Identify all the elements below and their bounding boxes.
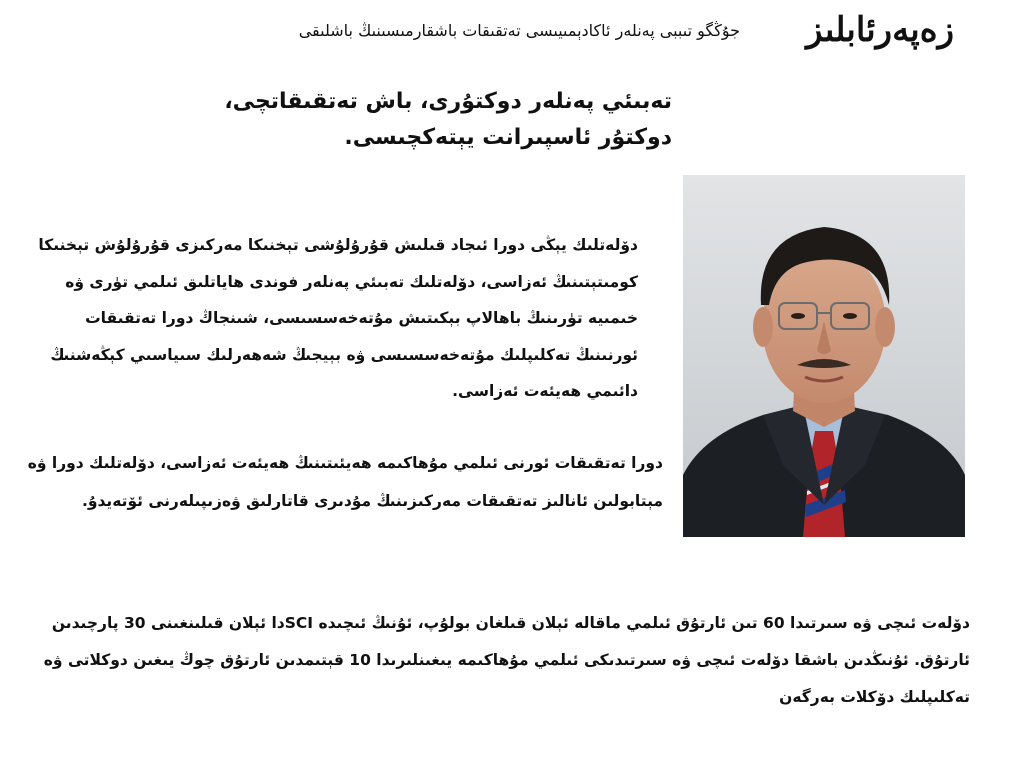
paragraph-line: ئارتۇق. ئۇنىڭدىن باشقا دۆلەت ئىچى ۋە سىرتىدىكى ئىلمي مۇھاكىمە يىغىنلىرىدا 10 قېتىمدىن ئارتۇق چوڭ يىغىن دوكلاتى ۋە [43,651,970,669]
portrait-photo [683,175,965,537]
paragraph-line: دائىمي ھەيئەت ئەزاسى. [452,382,638,400]
paragraph-line: ئورنىنىڭ تەكلىپلىك مۇتەخەسسىسى ۋە بېيجىڭ شەھەرلىك سىياسىي كېڭەشنىڭ [50,345,638,364]
affiliation-text: جۇڭگو تىببى پەنلەر ئاكادېمىيىسى تەتقىقات باشقارمىسىنىڭ باشلىقى [298,21,740,40]
paragraph-line: تەكلىپلىك دۆكلات بەرگەن [779,688,970,706]
paragraph-duties [23,444,663,520]
title-line: دوكتۇر ئاسپىرانت يېتەكچىسى. [344,125,672,150]
paragraph-line: دۆلەت ئىچى ۋە سىرتىدا 60 تىن ئارتۇق ئىلمي ماقالە ئېلان قىلغان بولۇپ، ئۇنىڭ ئىچىدە SCIدا ئېلان قىلىنغىنى 30 پارچىدىن [51,614,970,632]
paragraph-positions [38,227,638,410]
title-line: تەبىئي پەنلەر دوكتۇرى، باش تەتقىقاتچى، [224,89,672,114]
portrait-photo-icon [683,175,965,537]
paragraph-line: دورا تەتقىقات ئورنى ئىلمي مۇھاكىمە ھەيئىتىنىڭ ھەيئەت ئەزاسى، دۆلەتلىك دورا ۋە [27,454,663,472]
paragraph-line: مېتابولىن ئانالىز تەتقىقات مەركىزىنىڭ مۇدىرى قاتارلىق ۋەزىپىلەرنى ئۆتەيدۇ. [81,492,663,510]
paragraph-line: كومىتېتىنىڭ ئەزاسى، دۆلەتلىك تەبىئي پەنلەر فوندى ھاياتلىق ئىلمي تۈرى ۋە [65,272,638,291]
paragraph-line: دۆلەتلىك يېڭى دورا ئىجاد قىلىش قۇرۇلۇشى تېخنىكا مەركىزى قۇرۇلۇش تېخنىكا [38,236,638,254]
paragraph-publications [40,605,970,716]
paragraph-line: خىمىيە تۈرىنىڭ باھالاپ بېكىتىش مۇتەخەسسىسى، شىنجاڭ دورا تەتقىقات [85,309,638,327]
academic-titles [72,84,672,156]
person-name: زەپەرئابلىز [806,10,954,50]
